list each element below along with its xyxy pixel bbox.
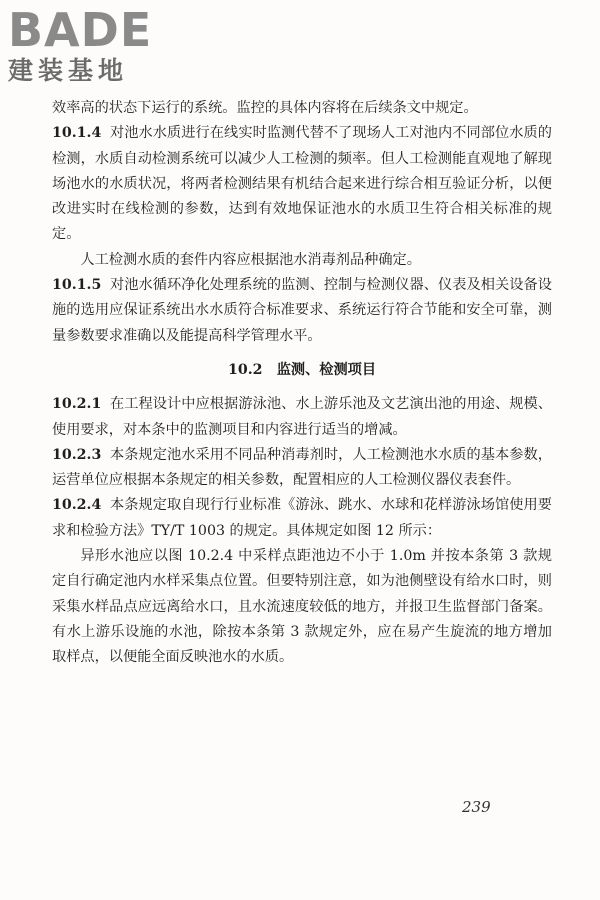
clause-text: 在工程设计中应根据游泳池、水上游乐池及文艺演出池的用途、规模、使用要求，对本条中的监测项目和内容进行适当的增减。 — [52, 396, 552, 438]
clause-10-1-5 — [52, 273, 552, 349]
clause-number: 10.1.4 — [52, 125, 102, 142]
paragraph-text: 人工检测水质的套件内容应根据池水消毒剂品种确定。 — [80, 251, 421, 268]
clause-10-2-3 — [52, 443, 552, 494]
logo-mark: BADE — [8, 3, 153, 57]
clause-number: 10.2.1 — [52, 396, 102, 413]
section-heading — [52, 358, 552, 383]
clause-10-1-4 — [52, 121, 552, 247]
paragraph — [52, 544, 552, 670]
paragraph — [52, 248, 552, 273]
clause-number: 10.2.4 — [52, 497, 102, 514]
clause-text: 对池水水质进行在线实时监测代替不了现场人工对池内不同部位水质的检测，水质自动检测系统可以减少人工检测的频率。但人工检测能直观地了解现场池水的水质状况，将两者检测结果有机结合起来进行综合相互验证分析，以便改进实时在线检测的参数，达到有效地保证池水的水质卫生符合相关标准的规定。 — [52, 125, 552, 243]
clause-10-2-4 — [52, 493, 552, 544]
clause-text: 本条规定池水采用不同品种消毒剂时，人工检测池水水质的基本参数，运营单位应根据本条规定的相关参数，配置相应的人工检测仪器仪表套件。 — [52, 446, 552, 489]
clause-10-2-1 — [52, 392, 552, 443]
paragraph-text: 异形水池应以图 10.2.4 中采样点距池边不小于 1.0m 并按本条第 3 款规定自行确定池内水样采集点位置。但要特别注意，如为池侧壁设有给水口时，则采集水样品点应远离给水口，且水流速度较低的地方，并报卫生监督部门备案。有水上游乐设施的水池，除按本条第 3 款规定外，应在易产生旋流的地方增加取样点，以便能全面反映池水的水质。 — [52, 548, 552, 666]
clause-number: 10.2.3 — [52, 446, 102, 463]
paragraph — [52, 96, 552, 121]
logo-subtitle: 建装基地 — [8, 56, 129, 85]
section-number: 10.2 — [227, 361, 263, 378]
section-title: 监测、检测项目 — [276, 361, 377, 378]
logo — [8, 3, 178, 88]
document-body — [52, 96, 552, 671]
clause-text: 本条规定取自现行行业标准《游泳、跳水、水球和花样游泳场馆使用要求和检验方法》TY/T 1003 的规定。具体规定如图 12 所示： — [52, 497, 552, 539]
paragraph-text: 效率高的状态下运行的系统。监控的具体内容将在后续条文中规定。 — [52, 100, 478, 116]
page-number: 239 — [462, 798, 491, 816]
clause-number: 10.1.5 — [52, 277, 102, 294]
clause-text: 对池水循环净化处理系统的监测、控制与检测仪器、仪表及相关设备设施的选用应保证系统出水水质符合标准要求、系统运行符合节能和安全可靠，测量参数要求准确以及能提高科学管理水平。 — [52, 277, 552, 344]
